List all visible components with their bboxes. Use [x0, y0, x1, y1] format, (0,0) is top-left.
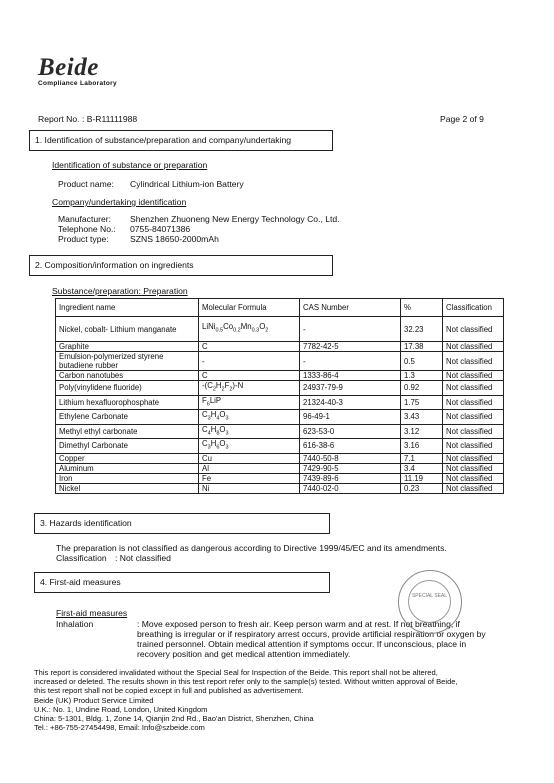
table-row: [56, 371, 504, 381]
formula-text: Fe: [202, 473, 212, 483]
cas-number-cell: 7439-89-6: [300, 473, 401, 483]
table-header-row: [56, 299, 504, 317]
footer-line: This report is considered invalidated without the Special Seal for Inspection of the Beide. This report shall not be altered,: [34, 668, 438, 677]
telephone-value: 0755-84071386: [130, 224, 191, 234]
ingredient-name-cell: Carbon nanotubes: [56, 371, 199, 381]
ingredient-name-cell: Graphite: [56, 342, 199, 352]
table-row: [56, 424, 504, 439]
formula-text: $C_3H_6O_3$: [202, 439, 229, 451]
cas-number-cell: -: [300, 317, 401, 342]
molecular-formula-cell: [199, 342, 300, 352]
molecular-formula-cell: [199, 410, 300, 425]
formula-text: $F_6LiP$: [202, 395, 222, 408]
molecular-formula-cell: [199, 463, 300, 473]
section-3-title: 3. Hazards identification: [34, 513, 330, 534]
table-row: [56, 410, 504, 425]
ingredient-name-cell: Methyl ethyl carbonate: [56, 424, 199, 439]
special-seal-stamp: [398, 570, 462, 634]
telephone-label: Telephone No.:: [58, 224, 116, 234]
logo-wordmark: Beide: [38, 54, 99, 81]
classification-cell: Not classified: [443, 352, 504, 371]
percent-cell: 3.12: [401, 424, 443, 439]
classification-cell: Not classified: [443, 395, 504, 410]
manufacturer-value: Shenzhen Zhuoneng New Energy Technology Co., Ltd.: [130, 214, 340, 224]
product-name-label: Product name:: [58, 179, 114, 189]
ingredient-name-cell: Dimethyl Carbonate: [56, 439, 199, 454]
ingredients-table-body: [56, 317, 504, 494]
formula-text: $-(C_2H_2F_2)-N$: [202, 381, 244, 393]
percent-cell: 11.19: [401, 473, 443, 483]
percent-cell: 1.3: [401, 371, 443, 381]
molecular-formula-cell: [199, 317, 300, 342]
first-aid-subheading: First-aid measures: [56, 608, 128, 618]
classification-cell: Not classified: [443, 439, 504, 454]
percent-cell: 0.5: [401, 352, 443, 371]
percent-cell: 3.4: [401, 463, 443, 473]
hazards-statement: The preparation is not classified as dangerous according to Directive 1999/45/EC and its amendments.: [56, 543, 447, 553]
formula-text: $C_4H_8O_3$: [202, 424, 229, 437]
formula-text: C: [202, 342, 208, 351]
ingredient-name-cell: Copper: [56, 453, 199, 463]
classification-cell: Not classified: [443, 410, 504, 425]
table-row: [56, 473, 504, 483]
table-header-cell: Ingredient name: [56, 299, 199, 317]
classification-row: [56, 553, 171, 563]
percent-cell: 1.75: [401, 395, 443, 410]
formula-text: Cu: [202, 453, 212, 463]
stamp-inner-ring: [408, 580, 451, 623]
table-row: [56, 395, 504, 410]
inhalation-text: : Move exposed person to fresh air. Keep person warm and at rest. If not breathing, if breathing is irregular or if respiratory arrest occurs, provide artificial respiration or oxygen by trained personnel. Obtain medical attention if symptoms occur. If unconscious, place in recovery position and get medical attention immediately.: [137, 619, 486, 659]
molecular-formula-cell: [199, 473, 300, 483]
classification-cell: Not classified: [443, 342, 504, 352]
product-name-value: Cylindrical Lithium-ion Battery: [130, 179, 244, 189]
classification-label: Classification: [56, 553, 107, 563]
cas-number-cell: -: [300, 352, 401, 371]
section-1-subheading-substance: Identification of substance or preparation: [52, 160, 208, 170]
table-row: [56, 483, 504, 493]
cas-number-cell: 1333-86-4: [300, 371, 401, 381]
formula-text: Ni: [202, 483, 210, 493]
table-row: [56, 342, 504, 352]
table-row: [56, 381, 504, 396]
footer-line: U.K.: No. 1, Undine Road, London, United Kingdom: [34, 704, 208, 714]
cas-number-cell: 616-38-6: [300, 439, 401, 454]
table-row: [56, 317, 504, 342]
telephone-row: [58, 224, 190, 234]
cas-number-cell: 7440-02-0: [300, 483, 401, 493]
classification-cell: Not classified: [443, 317, 504, 342]
report-number: Report No. : B-R11111988: [38, 114, 138, 124]
report-footer: [34, 668, 524, 732]
percent-cell: 3.16: [401, 439, 443, 454]
percent-cell: 0.23: [401, 483, 443, 493]
product-name-row: [58, 179, 244, 189]
cas-number-cell: 7429-90-5: [300, 463, 401, 473]
stamp-text: SPECIAL SEAL: [411, 593, 448, 599]
percent-cell: 3.43: [401, 410, 443, 425]
table-row: [56, 439, 504, 454]
cas-number-cell: 623-53-0: [300, 424, 401, 439]
formula-text: C: [202, 371, 208, 380]
table-row: [56, 463, 504, 473]
formula-text: $LiNi_{0.5}Co_{0.2}Mn_{0.3}O_2$: [202, 322, 269, 334]
product-type-row: [58, 234, 219, 244]
section-2-title: 2. Composition/information on ingredients: [29, 255, 333, 276]
section-1-subheading-company: Company/undertaking identification: [52, 197, 187, 207]
ingredient-name-cell: Nickel, cobalt- Lithium manganate: [56, 317, 199, 342]
page-number: Page 2 of 9: [440, 114, 484, 124]
table-header-cell: Classification: [443, 299, 504, 317]
ingredients-table: [55, 298, 504, 494]
classification-value: : Not classified: [115, 553, 171, 563]
molecular-formula-cell: [199, 352, 300, 371]
footer-line: increased or deleted. The results shown in this test report refer only to the sample(s) tested. Without written approval of Beide,: [34, 677, 458, 687]
product-type-label: Product type:: [58, 234, 109, 244]
cas-number-cell: 24937-79-9: [300, 381, 401, 396]
section-1-title: 1. Identification of substance/preparation and company/undertaking: [29, 130, 333, 151]
molecular-formula-cell: [199, 453, 300, 463]
footer-line: China: 5-1301, Bldg. 1, Zone 14, Qianjin 2nd Rd., Bao'an District, Shenzhen, China: [34, 714, 314, 724]
logo-subtitle: Compliance Laboratory: [38, 80, 117, 87]
formula-text: $C_3H_4O_3$: [202, 410, 229, 422]
ingredient-name-cell: Emulsion-polymerized styrene butadiene rubber: [56, 352, 199, 371]
section-2-subheading-text: Substance/preparation: Preparation: [52, 286, 188, 296]
molecular-formula-cell: [199, 395, 300, 410]
manufacturer-row: [58, 214, 340, 224]
table-header-cell: %: [401, 299, 443, 317]
classification-cell: Not classified: [443, 463, 504, 473]
classification-cell: Not classified: [443, 453, 504, 463]
classification-cell: Not classified: [443, 381, 504, 396]
ingredient-name-cell: Ethylene Carbonate: [56, 410, 199, 425]
ingredient-name-cell: Iron: [56, 473, 199, 483]
ingredient-name-cell: Nickel: [56, 483, 199, 493]
cas-number-cell: 7440-50-8: [300, 453, 401, 463]
percent-cell: 17.38: [401, 342, 443, 352]
footer-line: this test report shall not be copied except in full and published as advertisement.: [34, 686, 304, 696]
classification-cell: Not classified: [443, 473, 504, 483]
percent-cell: 0.92: [401, 381, 443, 396]
table-header-cell: CAS Number: [300, 299, 401, 317]
company-logo: [38, 56, 138, 87]
table-header-cell: Molecular Formula: [199, 299, 300, 317]
ingredient-name-cell: Poly(vinylidene fluoride): [56, 381, 199, 396]
molecular-formula-cell: [199, 381, 300, 396]
inhalation-label: Inhalation: [56, 619, 94, 629]
section-2-subheading: [52, 286, 188, 296]
section-4-title: 4. First-aid measures: [34, 572, 330, 593]
percent-cell: 32.23: [401, 317, 443, 342]
footer-line: Tel.: +86-755-27454498, Email: Info@szbeide.com: [34, 723, 205, 733]
footer-line: Beide (UK) Product Service Limited: [34, 695, 154, 705]
molecular-formula-cell: [199, 439, 300, 454]
molecular-formula-cell: [199, 424, 300, 439]
molecular-formula-cell: [199, 483, 300, 493]
classification-cell: Not classified: [443, 483, 504, 493]
product-type-value: SZNS 18650-2000mAh: [130, 234, 219, 244]
formula-text: Al: [202, 463, 209, 473]
ingredient-name-cell: Lithium hexafluorophosphate: [56, 395, 199, 410]
classification-cell: Not classified: [443, 371, 504, 381]
formula-text: -: [202, 356, 205, 366]
classification-cell: Not classified: [443, 424, 504, 439]
manufacturer-label: Manufacturer:: [58, 214, 112, 224]
table-row: [56, 453, 504, 463]
ingredient-name-cell: Aluminum: [56, 463, 199, 473]
cas-number-cell: 96-49-1: [300, 410, 401, 425]
cas-number-cell: 21324-40-3: [300, 395, 401, 410]
cas-number-cell: 7782-42-5: [300, 342, 401, 352]
molecular-formula-cell: [199, 371, 300, 381]
percent-cell: 7.1: [401, 453, 443, 463]
table-row: [56, 352, 504, 371]
